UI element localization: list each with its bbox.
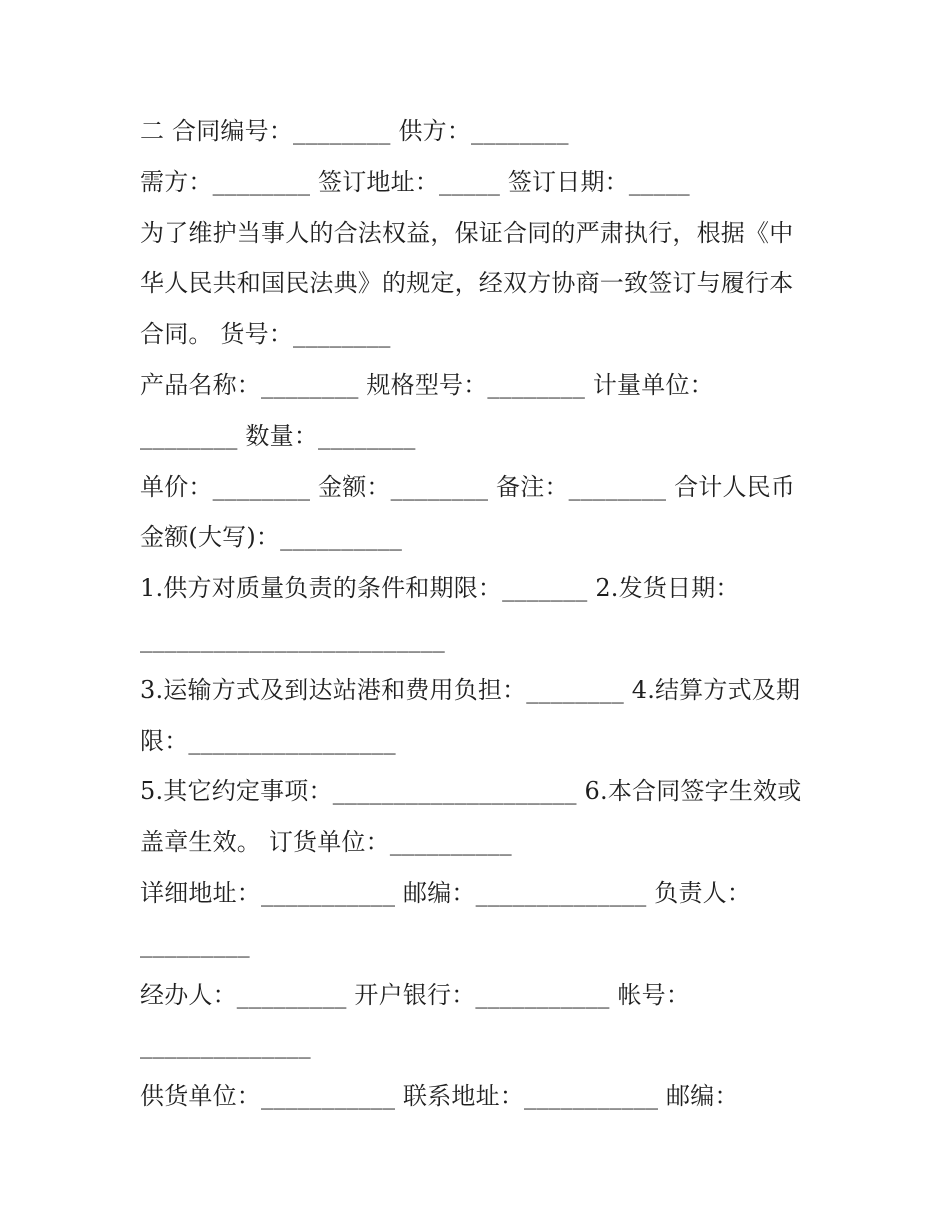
text-line: _________ <box>140 929 250 958</box>
text-line: 二 合同编号：________ 供方：________ <box>140 117 569 145</box>
text-line: 5.其它约定事项：____________________ 6.本合同签字生效或 <box>140 777 802 806</box>
text-line: 供货单位：___________ 联系地址：___________ 邮编： <box>140 1082 739 1111</box>
text-line: 限：_________________ <box>140 726 396 755</box>
text-line: 产品名称：________ 规格型号：________ 计量单位： <box>140 370 714 399</box>
text-line: 1.供方对质量负责的条件和期限：_______ 2.发货日期： <box>140 574 740 603</box>
text-line: 需方：________ 签订地址：_____ 签订日期：_____ <box>140 167 690 196</box>
text-line: 详细地址：___________ 邮编：______________ 负责人： <box>140 878 752 907</box>
text-line: 为了维护当事人的合法权益，保证合同的严肃执行，根据《中 <box>140 218 794 247</box>
text-line: 合同。 货号：________ <box>140 320 391 349</box>
text-line: 3.运输方式及到达站港和费用负担：________ 4.结算方式及期 <box>140 675 801 704</box>
text-line: 单价：________ 金额：________ 备注：________ 合计人民币 <box>140 472 796 501</box>
text-line: 华人民共和国民法典》的规定，经双方协商一致签订与履行本 <box>140 269 794 298</box>
contract-body <box>140 106 820 1122</box>
text-line: 经办人：_________ 开户银行：___________ 帐号： <box>140 980 691 1009</box>
text-line: 金额(大写)：__________ <box>140 523 403 552</box>
text-line: _________________________ <box>140 624 445 653</box>
text-line: ________ 数量：________ <box>140 421 416 450</box>
text-line: 盖章生效。 订货单位：__________ <box>140 828 512 857</box>
text-line: ______________ <box>140 1031 311 1060</box>
